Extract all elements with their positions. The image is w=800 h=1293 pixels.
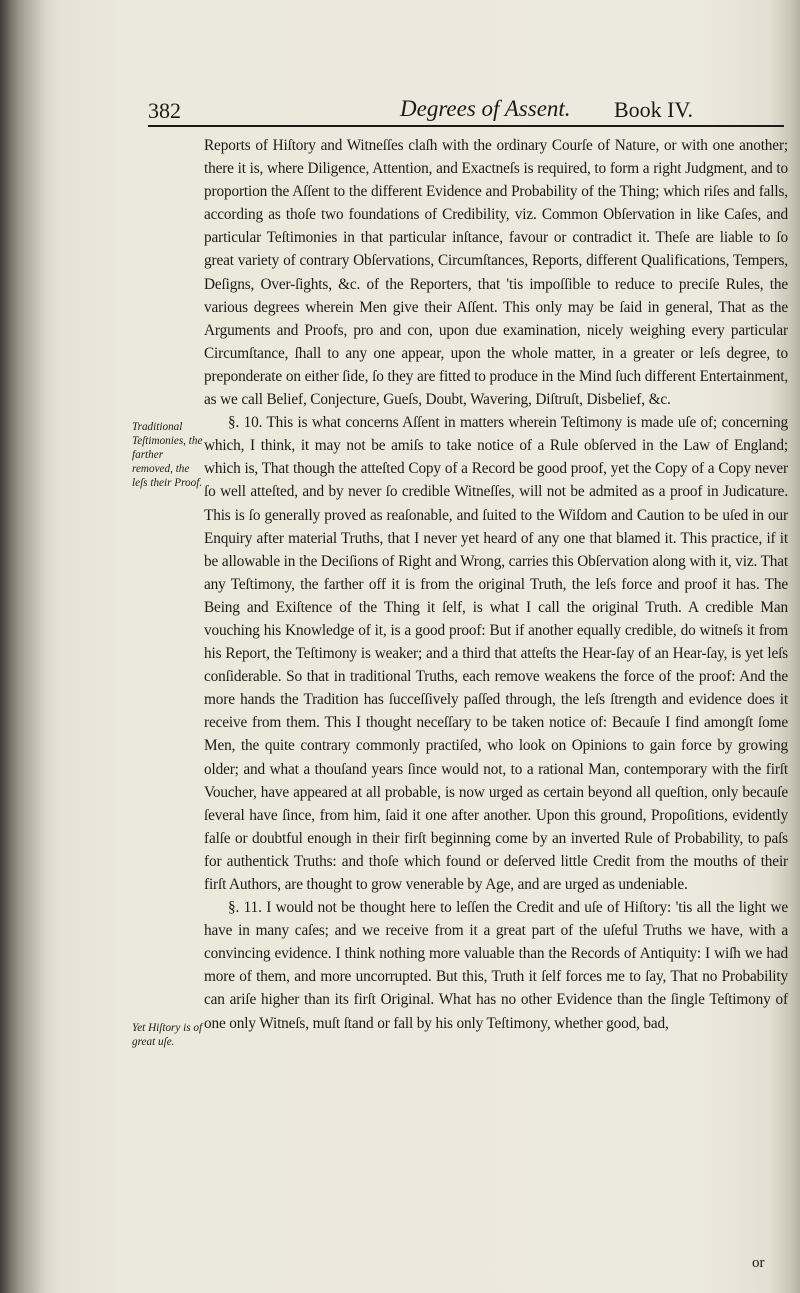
page-number: 382 bbox=[148, 98, 181, 123]
binding-gutter-shadow bbox=[0, 0, 60, 1293]
paragraph: Reports of Hiſtory and Witneſſes claſh with the ordinary Courſe of Nature, or with one another; there it is, where Diligence, Attention, and Exactneſs is required, to form a right Judgment, and to proportion the Aſſent to the different Evidence and Probability of the Thing; which riſes and falls, according as thoſe two foundations of Credibility, viz. Common Obſervation in like Caſes, and particular Teſtimonies in that particular inſtance, favour or contradict it. Theſe are liable to ſo great variety of contrary Obſervations, Circumſtances, Reports, different Qualifications, Tempers, Deſigns, Over-ſights, &c. of the Reporters, that 'tis impoſſible to reduce to preciſe Rules, the various degrees wherein Men give their Aſſent. This only may be ſaid in general, That as the Arguments and Proofs, pro and con, upon due examination, nicely weighing every particular Circumſtance, ſhall to any one appear, upon the whole matter, in a greater or leſs degree, to preponderate on either ſide, ſo they are fitted to produce in the Mind ſuch different Entertainment, as we call Belief, Conjecture, Gueſs, Doubt, Wavering, Diſtruſt, Disbelief, &c. bbox=[204, 137, 788, 409]
margin-note-history-use: Yet Hiſtory is of great uſe. bbox=[132, 1022, 203, 1048]
header-rule bbox=[148, 125, 784, 127]
catchword: or bbox=[752, 1255, 765, 1271]
paragraph: §. 11. I would not be thought here to leſſen the Credit and uſe of Hiſtory: 'tis all the light we have in many caſes; and we receive from it a great part of the uſeful Truths we have, with a convincing evidence. I think nothing more valuable than the Records of Antiquity: I wiſh we had more of them, and more uncorrupted. But this, Truth it ſelf forces me to ſay, That no Probability can ariſe higher than its firſt Original. What has no other Evidence than the ſingle Teſtimony of one only Witneſs, muſt ſtand or fall by his only Teſtimony, whether good, bad, bbox=[204, 899, 788, 1032]
margin-note-traditional-testimonies: Traditional Teſtimonies, the farther removed, the leſs their Proof. bbox=[132, 421, 203, 489]
book-label: Book IV. bbox=[614, 97, 694, 122]
running-title: Degrees of Assent. bbox=[400, 96, 571, 121]
body-text bbox=[204, 134, 788, 1035]
paragraph: §. 10. This is what concerns Aſſent in matters wherein Teſtimony is made uſe of; concerning which, I think, it may not be amiſs to take notice of a Rule obſerved in the Law of England; which is, That though the atteſted Copy of a Record be good proof, yet the Copy of a Copy never ſo well atteſted, and by never ſo credible Witneſſes, will not be admited as a proof in Judicature. This is ſo generally proved as reaſonable, and ſuited to the Wiſdom and Caution to be uſed in our Enquiry after material Truths, that I never yet heard of any one that blamed it. This practice, if it be allowable in the Deciſions of Right and Wrong, carries this Obſervation along with it, viz. That any Teſtimony, the farther off it is from the original Truth, the leſs force and proof it has. The Being and Exiſtence of the Thing it ſelf, is what I call the original Truth. A credible Man vouching his Knowledge of it, is a good proof: But if another equally credible, do witneſs it from his Report, the Teſtimony is weaker; and a third that atteſts the Hear-ſay of an Hear-ſay, is yet leſs conſiderable. So that in traditional Truths, each remove weakens the force of the proof: And the more hands the Tradition has ſucceſſively paſſed through, the leſs ſtrength and evidence does it receive from them. This I thought neceſſary to be taken notice of: Becauſe I find amongſt ſome Men, the quite contrary commonly practiſed, who look on Opinions to gain force by growing older; and what a thouſand years ſince would not, to a rational Man, contemporary with the firſt Voucher, have appeared at all probable, is now urged as certain beyond all queſtion, only becauſe ſeveral have ſince, from him, ſaid it one after another. Upon this ground, Propoſitions, evidently falſe or doubtful enough in their firſt beginning come by an inverted Rule of Probability, to paſs for authentick Truths: and thoſe which found or deſerved little Credit from the mouths of their firſt Authors, are thought to grow venerable by Age, and are urged as undeniable. bbox=[204, 414, 788, 893]
page-header bbox=[148, 96, 788, 136]
